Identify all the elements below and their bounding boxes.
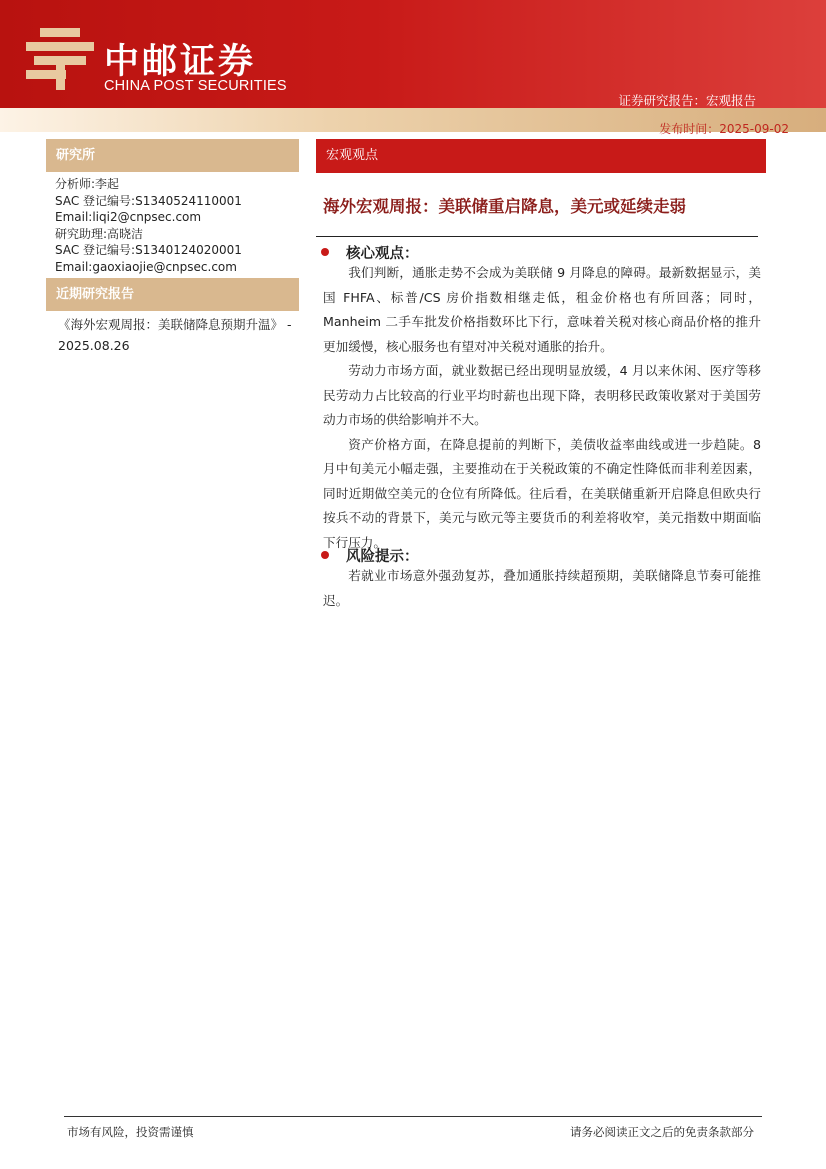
company-name-cn: 中邮证券	[104, 42, 257, 82]
risk-body	[323, 564, 761, 613]
analyst-name: 分析师:李起	[55, 177, 120, 191]
header-banner	[0, 0, 826, 108]
risk-paragraph: 若就业市场意外强劲复苏，叠加通胀持续超预期，美联储降息节奏可能推迟。	[323, 568, 761, 608]
risk-heading: 风险提示：	[321, 545, 419, 566]
assistant-name: 研究助理:高晓洁	[55, 226, 144, 241]
core-paragraph: 我们判断，通胀走势不会成为美联储 9 月降息的障碍。最新数据显示，美国 FHFA、标普/CS 房价指数相继走低，租金价格也有所回落；同时，Manheim 二手车批发价格指数环比下行，意味着关税对核心商品价格的推升更加缓慢，核心服务也有望对冲关税对通胀的抬升。	[323, 265, 761, 354]
footer-risk-note: 市场有风险，投资需谨慎	[67, 1125, 194, 1139]
footer-disclaimer-note: 请务必阅读正文之后的免责条款部分	[570, 1125, 754, 1139]
recent-reports-label: 近期研究报告	[46, 278, 299, 311]
section-tag: 宏观观点	[316, 139, 766, 173]
assistant-email[interactable]: Email:gaoxiaojie@cnpsec.com	[55, 259, 237, 274]
recent-report-link[interactable]: 《海外宏观周报：美联储降息预期升温》 - 2025.08.26	[58, 317, 292, 353]
bullet-icon	[321, 248, 329, 256]
company-name-en: CHINA POST SECURITIES	[104, 78, 287, 94]
china-post-logo-icon	[26, 28, 94, 90]
publish-date: 发布时间：2025-09-02	[659, 122, 789, 136]
core-views-body	[323, 261, 761, 555]
core-paragraph: 资产价格方面，在降息提前的判断下，美债收益率曲线或进一步趋陡。8 月中旬美元小幅走强，主要推动在于关税政策的不确定性降低而非利差因素，同时近期做空美元的仓位有所降低。往后看，在美联储重新开启降息但欧央行按兵不动的背景下，美元与欧元等主要货币的利差将收窄，美元指数中期面临下行压力。	[323, 436, 761, 550]
analyst-sac: SAC 登记编号:S1340524110001	[55, 193, 242, 208]
analyst-contacts	[55, 176, 242, 275]
assistant-sac: SAC 登记编号:S1340124020001	[55, 243, 242, 257]
report-type: 证券研究报告：宏观报告	[618, 93, 756, 108]
footer-divider	[64, 1116, 762, 1117]
institute-label: 研究所	[46, 139, 299, 172]
core-paragraph: 劳动力市场方面，就业数据已经出现明显放缓，4 月以来休闲、医疗等移民劳动力占比较高的行业平均时薪也出现下降，表明移民政策收紧对于美国劳动力市场的供给影响并不大。	[323, 363, 761, 427]
report-title: 海外宏观周报：美联储重启降息，美元或延续走弱	[323, 197, 686, 216]
analyst-email[interactable]: Email:liqi2@cnpsec.com	[55, 210, 202, 224]
bullet-icon	[321, 551, 329, 559]
title-divider	[316, 236, 758, 237]
core-views-heading: 核心观点：	[321, 242, 419, 263]
